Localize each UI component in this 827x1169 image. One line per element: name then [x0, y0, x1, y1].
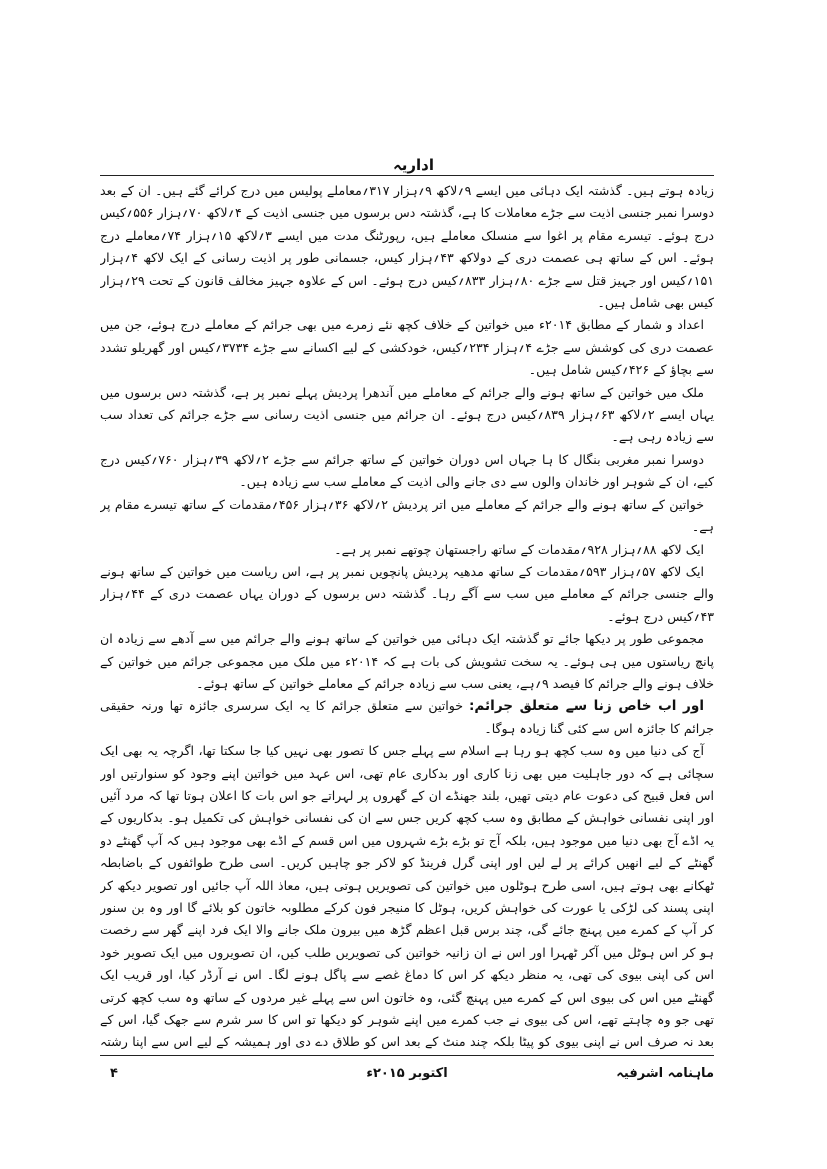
page-number: ۴	[110, 1066, 118, 1081]
paragraph: آج کی دنیا میں وہ سب کچھ ہو رہا ہے اسلام سے پہلے جس کا تصور بھی نہیں کیا جا سکتا تھا، اگرچہ یہ بھی ایک سچائی ہے کہ دور جاہلیت میں بھی زنا کاری اور بدکاری عام تھی، اس عہد میں خواتین اپنے وجود کو سنوارتیں اور اس فعل قبیح کی دعوت عام دیتی تھیں، بلند جھنڈے ان کے گھروں پر لہراتے جو اس بات کا اعلان ہوتا تھا کہ مرد آئیں اور اپنی نفسانی خواہش کے مطابق وہ سب کچھ کریں جس سے ان کی نفسانی خواہش کی تکمیل ہو۔ بدکاریوں کے یہ اڈے آج بھی دنیا میں موجود ہیں، بلکہ آج تو بڑے بڑے شہروں میں اس قسم کے اڈے بھی موجود ہیں کہ آپ گھنٹے دو گھنٹے کے لیے انھیں کرائے پر لے لیں اور اپنی گرل فرینڈ کو لاکر جو چاہیں کریں۔ اسی طرح طوائفوں کے باضابطہ ٹھکانے بھی ہوتے ہیں، اسی طرح ہوٹلوں میں خواتین کی تصویریں ہوتی ہیں، معاذ اللہ آپ جائیں اور تصویر دیکھ کر اپنی پسند کی لڑکی یا عورت کی خواہش کریں، ہوٹل کا منیجر فون کرکے مطلوبہ خاتون کو بلائے گا اور وہ بن سنور کر آپ کے کمرے میں پہنچ جائے گی، چند برس قبل اعظم گڑھ میں بیرون ملک جانے والا ایک فرد اپنے گھر سے رخصت ہو کر اس ہوٹل میں آکر ٹھہرا اور اس نے ان زانیہ خواتین کی تصویریں طلب کیں، ان تصویروں میں ایک تصویر خود اس کی اپنی بیوی کی تھی، یہ منظر دیکھ کر اس کا دماغ غصے سے پاگل ہونے لگا۔ اس نے آرڈر کیا، اور قریب ایک گھنٹے میں اس کی بیوی اس کے کمرے میں پہنچ گئی، وہ خاتون اس سے پہلے غیر مردوں کے ساتھ وہ سب کچھ کرتی تھی جو وہ چاہتے تھے، اس کی بیوی نے جب کمرے میں اپنے شوہر کو دیکھا تو اس کا سر شرم سے جھک گیا، اس کے بعد نہ صرف اس نے اپنی بیوی کو پیٹا بلکہ چند منٹ کے بعد اس کو طلاق دے دی اور ہمیشہ کے لیے اس سے اپنا رشتہ	[100, 743, 714, 1050]
paragraph: خواتین کے ساتھ ہونے والے جرائم کے معاملے میں اتر پردیش ۲؍لاکھ ۳۶؍ہزار ۴۵۶؍مقدمات کے ساتھ تیسرے مقام پر ہے۔	[100, 496, 714, 535]
article-body	[100, 180, 714, 1050]
paragraph: اعداد و شمار کے مطابق ۲۰۱۴ء میں خواتین کے خلاف کچھ نئے زمرے میں بھی جرائم کے معاملے درج ہوئے، جن میں عصمت دری کی کوشش سے جڑے ۴؍ہزار ۲۳۴؍کیس، خودکشی کے لیے اکسانے سے جڑے ۳۷۳۴؍کیس اور گھریلو تشدد سے بچاؤ کے ۴۲۶؍کیس شامل ہیں۔	[100, 317, 714, 378]
paragraph-with-subheading	[100, 695, 714, 740]
paragraph: ملک میں خواتین کے ساتھ ہونے والے جرائم کے معاملے میں آندھرا پردیش پہلے نمبر پر ہے، گذشتہ دس برسوں میں یہاں ایسے ۲؍لاکھ ۶۳؍ہزار ۸۳۹؍کیس درج ہوئے۔ ان جرائم میں جنسی اذیت رسانی سے جڑے جرائم کی تعداد سب سے زیادہ رہی ہے۔	[100, 384, 714, 445]
magazine-name: ماہنامہ اشرفیہ	[616, 1066, 714, 1081]
paragraph: مجموعی طور پر دیکھا جائے تو گذشتہ ایک دہائی میں خواتین کے ساتھ ہونے والے جرائم میں سے آدھے سے زیادہ ان پانچ ریاستوں میں ہی ہوئے۔ یہ سخت تشویش کی بات ہے کہ ۲۰۱۴ء میں ملک میں مجموعی جرائم میں خواتین کے خلاف ہونے والے جرائم کا فیصد ۹؍ہے، یعنی سب سے زیادہ جرائم کے معاملے خواتین کے ساتھ ہوئے۔	[100, 631, 714, 691]
page-title: اداریہ	[392, 156, 435, 174]
paragraph-text: خواتین سے متعلق جرائم کا یہ ایک سرسری جائزہ تھا ورنہ حقیقی جرائم کا جائزہ اس سے کئی گنا زیادہ ہوگا۔	[100, 698, 714, 736]
paragraph: ایک لاکھ ۵۷؍ہزار ۵۹۳؍مقدمات کے ساتھ مدھیہ پردیش پانچویں نمبر پر ہے، اس ریاست میں خواتین کے ساتھ ہونے والے جنسی جرائم کے معاملے میں سب سے آگے رہا۔ گذشتہ دس برسوں کے دوران یہاں عصمت دری کے ۴۴؍ہزار ۴۳؍کیس درج ہوئے۔	[100, 563, 714, 624]
footer-rule	[100, 1055, 714, 1056]
header-rule	[100, 175, 714, 176]
page-footer	[100, 1062, 714, 1086]
paragraph: دوسرا نمبر مغربی بنگال کا ہا جہاں اس دوران خواتین کے ساتھ جرائم سے جڑے ۲؍لاکھ ۳۹؍ہزار ۷۶۰؍کیس درج کیے، ان کے شوہر اور خاندان والوں سے دی جانے والی اذیت کے معاملے سب سے زیادہ ہیں۔	[100, 451, 714, 490]
paragraph: ایک لاکھ ۸۸؍ہزار ۹۲۸؍مقدمات کے ساتھ راجستھان چوتھے نمبر پر ہے۔	[334, 541, 704, 557]
issue-date: اکتوبر ۲۰۱۵ء	[366, 1066, 448, 1081]
paragraph: زیادہ ہوتے ہیں۔ گذشتہ ایک دہائی میں ایسے ۹؍لاکھ ۹؍ہزار ۳۱۷؍معاملے پولیس میں درج کرائے گئے ہیں۔ ان کے بعد دوسرا نمبر جنسی اذیت سے جڑے معاملات کا ہے، گذشتہ دس برسوں میں جنسی اذیت کے ۴؍لاکھ ۷۰؍ہزار ۵۵۶؍کیس درج ہوئے۔ تیسرے مقام پر اغوا سے منسلک معاملے ہیں، رپورٹنگ مدت میں ایسے ۳؍لاکھ ۱۵؍ہزار ۷۴؍معاملے درج ہوئے۔ اس کے ساتھ ہی عصمت دری کے دولاکھ ۴۳؍ہزار کیس، جسمانی طور پر اذیت رسانی کے ایک لاکھ ۴؍ہزار ۱۵۱؍کیس اور جہیز قتل سے جڑے ۸۰؍ہزار ۸۳۳؍کیس درج ہوئے۔ اس کے علاوہ جہیز مخالف قانون کے تحت ۲۹؍ہزار کیس بھی شامل ہیں۔	[100, 183, 714, 311]
section-subheading: اور اب خاص زنا سے متعلق جرائم:	[468, 698, 704, 715]
